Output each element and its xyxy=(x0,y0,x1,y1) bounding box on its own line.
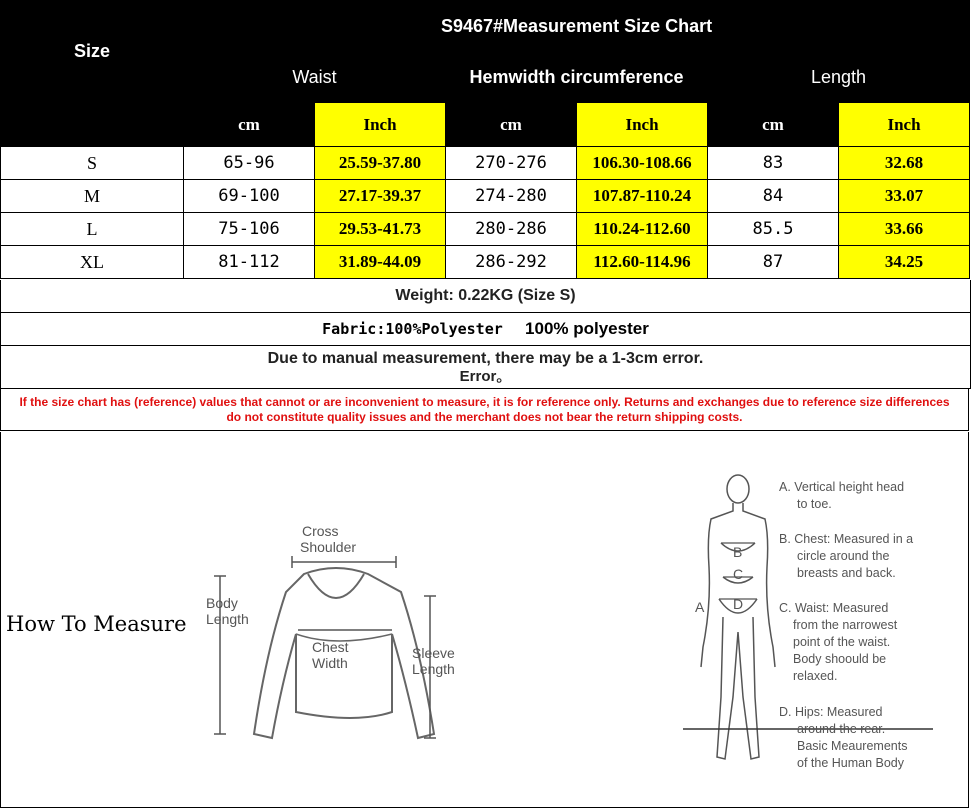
table-cell: 27.17-39.37 xyxy=(315,180,446,213)
table-cell: 112.60-114.96 xyxy=(577,246,708,279)
group-header-length: Length xyxy=(708,53,970,103)
table-row xyxy=(1,246,970,279)
legend-c-3: point of the waist. xyxy=(793,635,891,649)
body-measure-diagram xyxy=(681,467,951,777)
label-sleeve: Sleeve xyxy=(412,645,455,661)
table-row xyxy=(1,147,970,180)
table-cell: 286-292 xyxy=(446,246,577,279)
disclaimer-line2: do not constitute quality issues and the merchant does not bear the return shipping costs. xyxy=(226,410,743,424)
table-cell: 33.66 xyxy=(839,213,970,246)
size-cell: XL xyxy=(1,246,184,279)
garment-neckline xyxy=(308,574,364,598)
unit-header: cm xyxy=(184,103,315,147)
legend-b-2: circle around the xyxy=(797,549,890,563)
group-header-hemwidth: Hemwidth circumference xyxy=(446,53,708,103)
unit-header: Inch xyxy=(839,103,970,147)
size-table xyxy=(0,0,970,279)
label-cross: Cross xyxy=(302,523,339,539)
size-header-blank xyxy=(1,103,184,147)
table-cell: 84 xyxy=(708,180,839,213)
reference-disclaimer xyxy=(0,389,969,431)
table-cell: 32.68 xyxy=(839,147,970,180)
table-cell: 75-106 xyxy=(184,213,315,246)
garment-measure-diagram xyxy=(196,512,476,762)
label-body: Body xyxy=(206,595,238,611)
label-body-length: Length xyxy=(206,611,249,627)
weight-note: Weight: 0.22KG (Size S) xyxy=(0,280,971,313)
legend-c-2: from the narrowest xyxy=(793,618,898,632)
group-header-waist: Waist xyxy=(184,53,446,103)
how-to-measure-label: How To Measure xyxy=(6,612,187,636)
legend-d-1: D. Hips: Measured xyxy=(779,705,883,719)
legend-c-1: C. Waist: Measured xyxy=(779,601,889,615)
legend-a-2: to toe. xyxy=(797,497,832,511)
legend-b-1: B. Chest: Measured in a xyxy=(779,532,914,546)
table-cell: 31.89-44.09 xyxy=(315,246,446,279)
legend-d-3: Basic Meaurements xyxy=(797,739,908,753)
table-row xyxy=(1,213,970,246)
figure-legs xyxy=(717,617,759,759)
size-cell: M xyxy=(1,180,184,213)
table-cell: 65-96 xyxy=(184,147,315,180)
figure-torso xyxy=(701,503,775,667)
table-cell: 81-112 xyxy=(184,246,315,279)
table-cell: 107.87-110.24 xyxy=(577,180,708,213)
fabric-note xyxy=(0,313,971,346)
measurement-error-note xyxy=(0,346,971,389)
chart-title: S9467#Measurement Size Chart xyxy=(184,1,970,53)
label-width: Width xyxy=(312,655,348,671)
size-cell: S xyxy=(1,147,184,180)
legend-d-4: of the Human Body xyxy=(797,756,905,770)
table-row xyxy=(1,180,970,213)
table-cell: 280-286 xyxy=(446,213,577,246)
legend-d-2: around the rear. xyxy=(797,722,886,736)
size-header: Size xyxy=(1,1,184,103)
figure-head xyxy=(727,475,749,503)
how-to-measure-section xyxy=(0,432,969,808)
table-cell: 270-276 xyxy=(446,147,577,180)
legend-a-1: A. Vertical height head xyxy=(779,480,905,494)
table-cell: 274-280 xyxy=(446,180,577,213)
table-cell: 106.30-108.66 xyxy=(577,147,708,180)
unit-header: cm xyxy=(446,103,577,147)
table-cell: 83 xyxy=(708,147,839,180)
error-note-line2: Error。 xyxy=(459,368,512,385)
legend-c-5: relaxed. xyxy=(793,669,838,683)
legend-b-3: breasts and back. xyxy=(797,566,896,580)
table-cell: 85.5 xyxy=(708,213,839,246)
marker-c: C xyxy=(733,566,744,582)
table-cell: 25.59-37.80 xyxy=(315,147,446,180)
table-cell: 87 xyxy=(708,246,839,279)
unit-header: cm xyxy=(708,103,839,147)
marker-b: B xyxy=(733,544,743,560)
marker-d: D xyxy=(733,596,744,612)
fabric-label: Fabric:100%Polyester xyxy=(322,320,503,338)
table-cell: 69-100 xyxy=(184,180,315,213)
size-cell: L xyxy=(1,213,184,246)
label-sleeve-length: Length xyxy=(412,661,455,677)
label-shoulder: Shoulder xyxy=(300,539,357,555)
disclaimer-line1: If the size chart has (reference) values that cannot or are inconvenient to measure, it is for reference only. Returns and exchanges due to reference size differences xyxy=(19,395,950,409)
table-cell: 33.07 xyxy=(839,180,970,213)
label-chest: Chest xyxy=(312,639,349,655)
unit-header: Inch xyxy=(315,103,446,147)
error-note-line1: Due to manual measurement, there may be a 1-3cm error. xyxy=(267,350,704,367)
legend-c-4: Body shoould be xyxy=(793,652,887,666)
table-cell: 29.53-41.73 xyxy=(315,213,446,246)
fabric-value: 100% polyester xyxy=(525,319,649,338)
table-cell: 34.25 xyxy=(839,246,970,279)
marker-a: A xyxy=(695,599,705,615)
table-cell: 110.24-112.60 xyxy=(577,213,708,246)
unit-header: Inch xyxy=(577,103,708,147)
